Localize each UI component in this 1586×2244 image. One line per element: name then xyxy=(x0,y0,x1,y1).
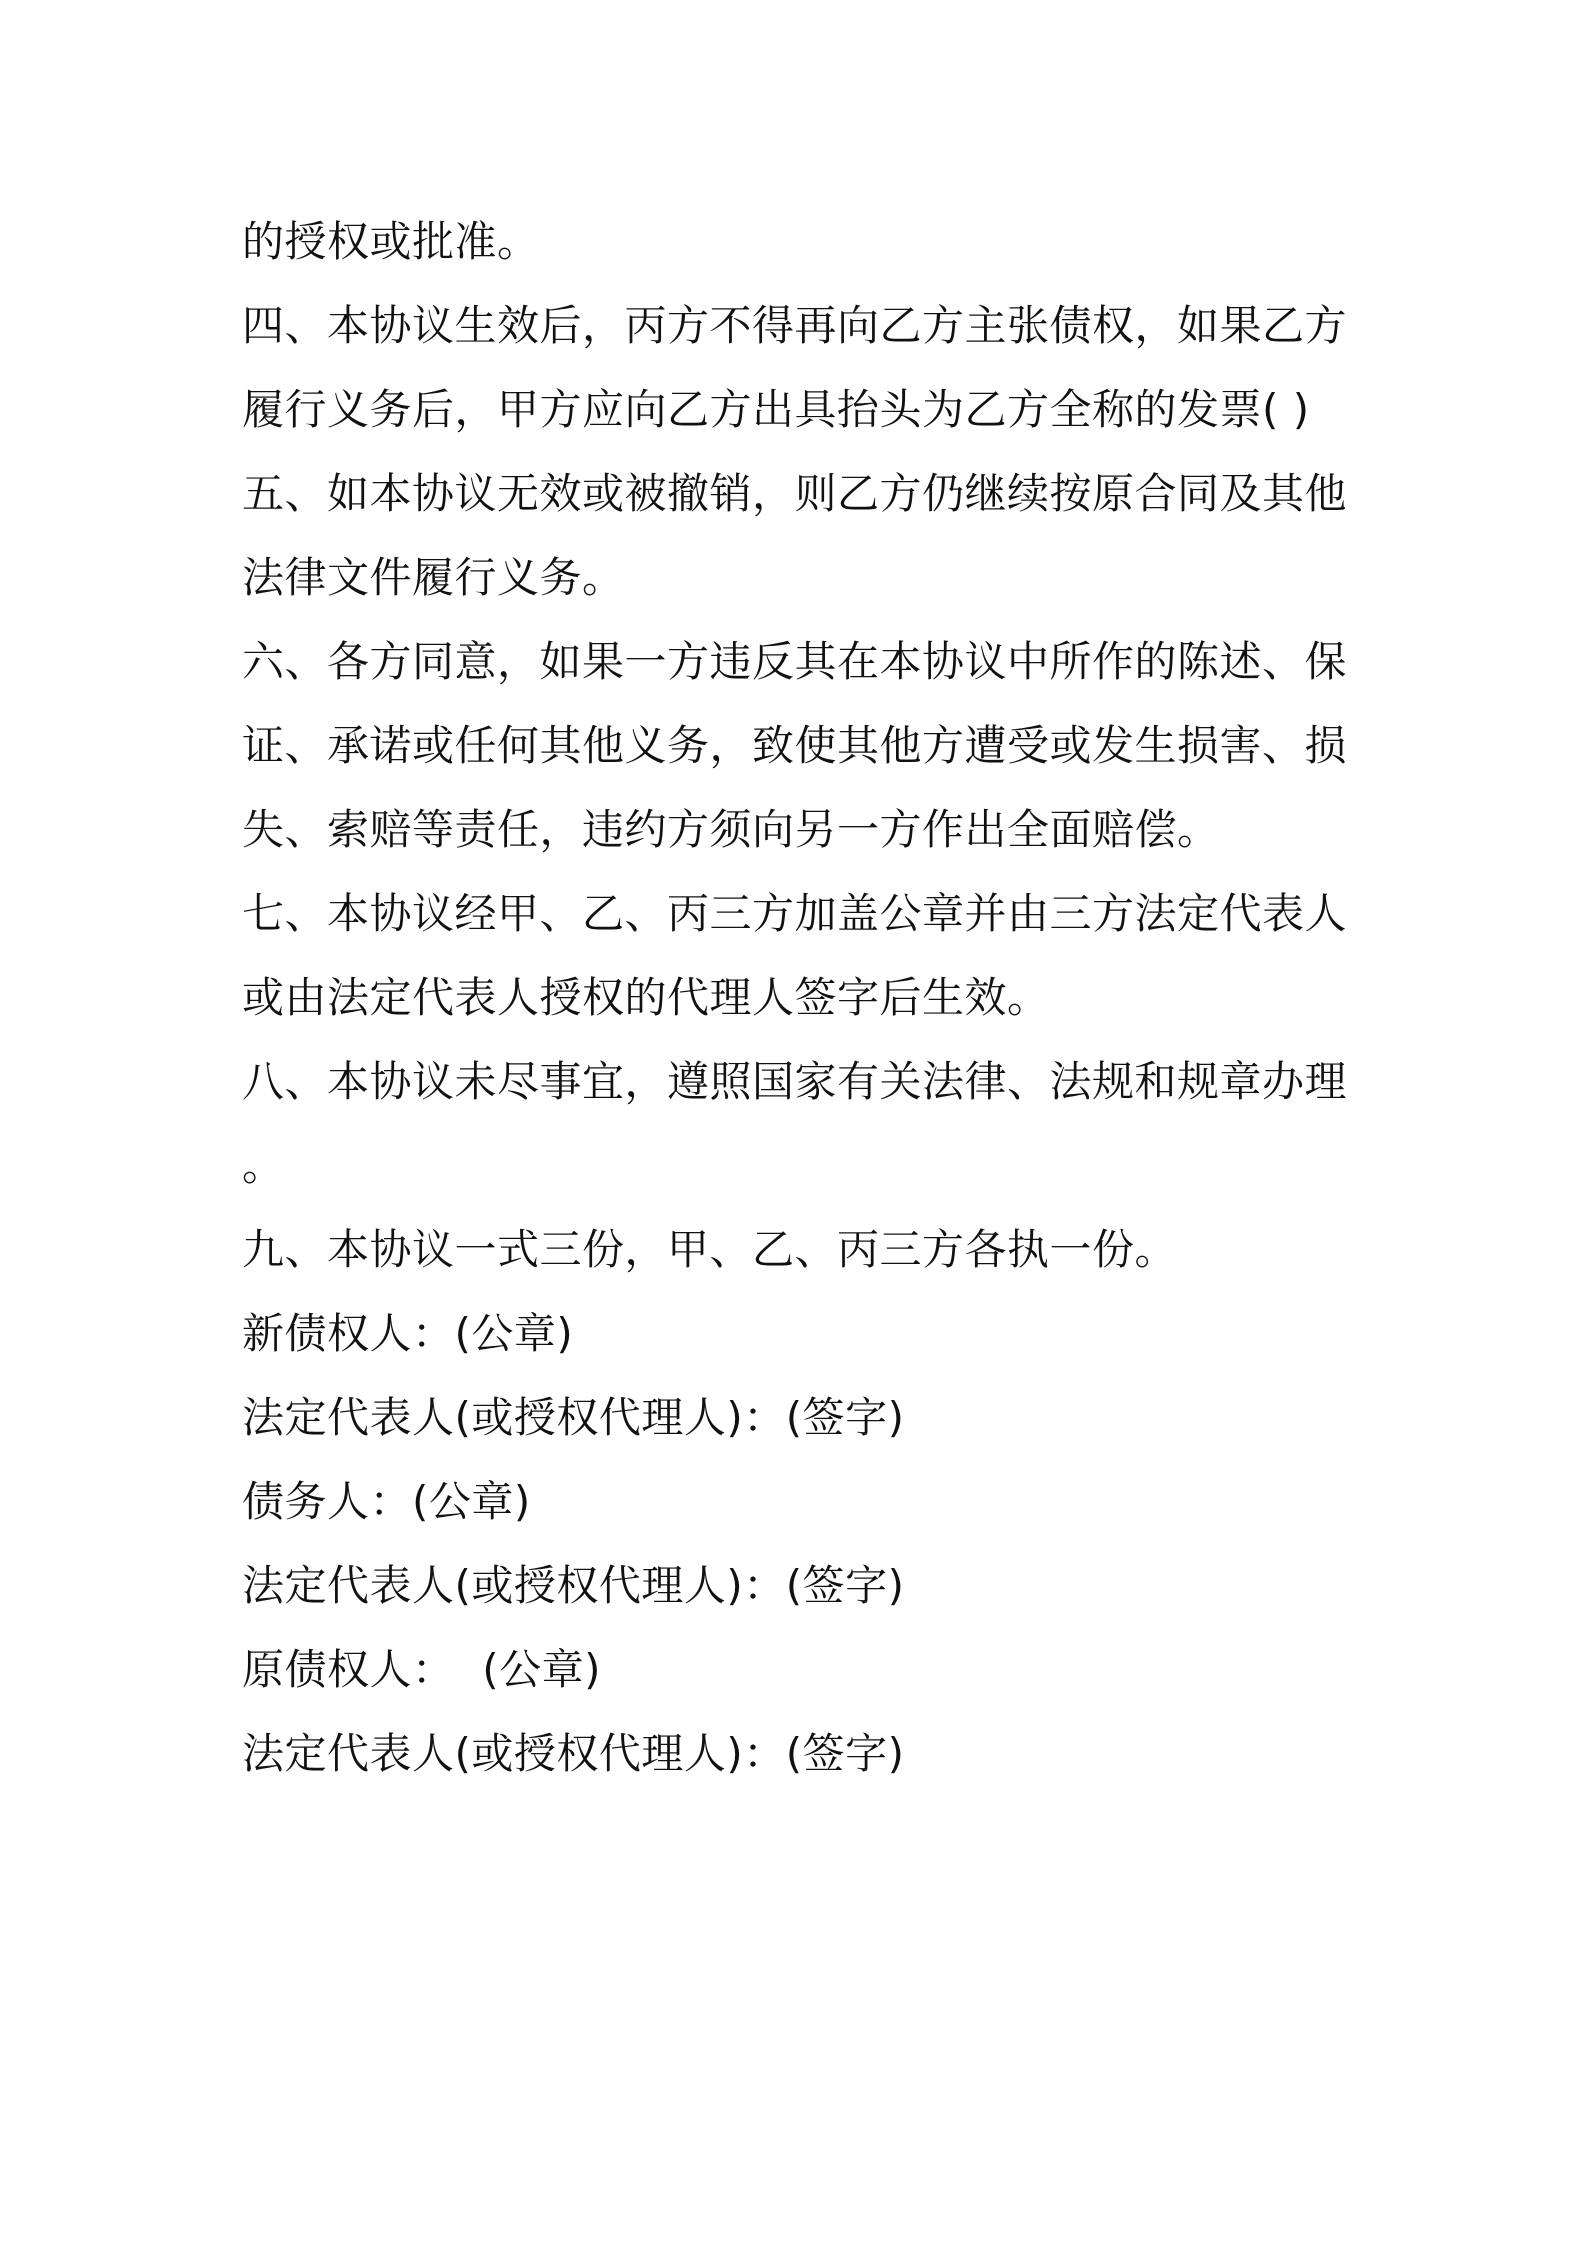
clause-7-line-2: 或由法定代表人授权的代理人签字后生效。 xyxy=(242,973,1050,1022)
original-creditor-signature-line: 法定代表人(或授权代理人)：(签字) xyxy=(242,1729,905,1778)
clause-6-line-1: 六、各方同意，如果一方违反其在本协议中所作的陈述、保 xyxy=(242,637,1348,686)
text-line-1: 的授权或批准。 xyxy=(242,217,540,266)
clause-7-line-1: 七、本协议经甲、乙、丙三方加盖公章并由三方法定代表人 xyxy=(242,889,1348,938)
clause-4-line-2: 履行义务后，甲方应向乙方出具抬头为乙方全称的发票( ) xyxy=(242,385,1310,434)
clause-8-line-1: 八、本协议未尽事宜，遵照国家有关法律、法规和规章办理 xyxy=(242,1057,1348,1106)
new-creditor-signature-line: 法定代表人(或授权代理人)：(签字) xyxy=(242,1393,905,1442)
agreement-text xyxy=(242,200,1362,1796)
debtor-seal-line: 债务人：(公章) xyxy=(242,1477,531,1526)
debtor-signature-line: 法定代表人(或授权代理人)：(签字) xyxy=(242,1561,905,1610)
clause-4-line-1: 四、本协议生效后，丙方不得再向乙方主张债权，如果乙方 xyxy=(242,301,1348,350)
new-creditor-seal-line: 新债权人：(公章) xyxy=(242,1309,574,1358)
original-creditor-seal-line: 原债权人： (公章) xyxy=(242,1645,601,1694)
clause-6-line-3: 失、索赔等责任，违约方须向另一方作出全面赔偿。 xyxy=(242,805,1220,854)
clause-8-line-2: 。 xyxy=(242,1141,285,1190)
clause-5-line-2: 法律文件履行义务。 xyxy=(242,553,625,602)
clause-5-line-1: 五、如本协议无效或被撤销，则乙方仍继续按原合同及其他 xyxy=(242,469,1348,518)
clause-6-line-2: 证、承诺或任何其他义务，致使其他方遭受或发生损害、损 xyxy=(242,721,1348,770)
clause-9-line-1: 九、本协议一式三份，甲、乙、丙三方各执一份。 xyxy=(242,1225,1178,1274)
